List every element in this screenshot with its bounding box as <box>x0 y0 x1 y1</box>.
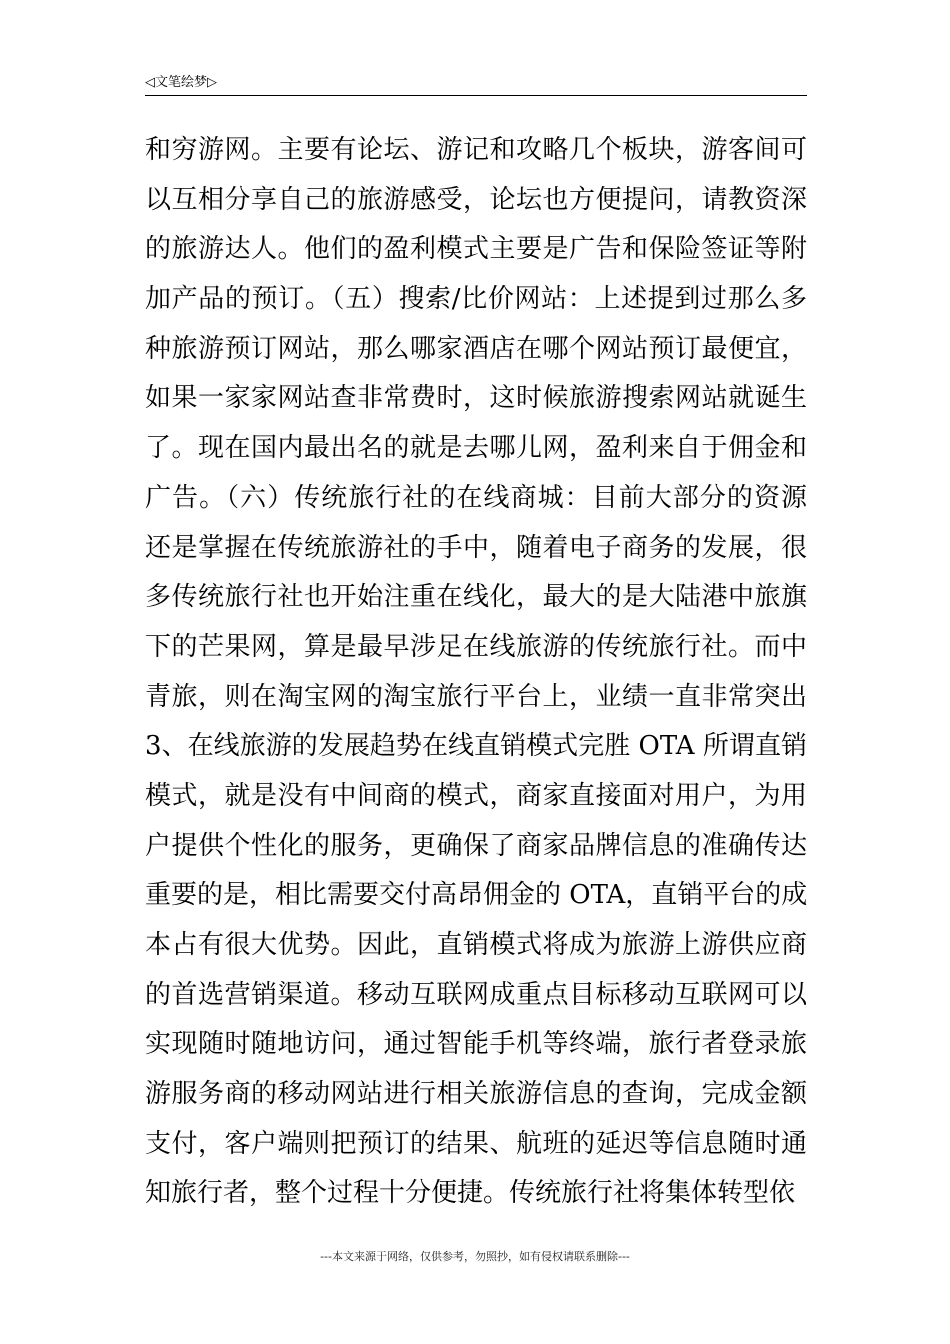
text-line: 了。现在国内最出名的就是去哪儿网，盈利来自于佣金和 <box>145 433 807 464</box>
text-line: 以互相分享自己的旅游感受，论坛也方便提问，请教资深 <box>145 184 807 215</box>
text-line: 的旅游达人。他们的盈利模式主要是广告和保险签证等附 <box>145 234 807 265</box>
text-line: 青旅，则在淘宝网的淘宝旅行平台上，业绩一直非常突出 <box>145 681 807 712</box>
text-line: 的首选营销渠道。移动互联网成重点目标移动互联网可以 <box>145 979 807 1010</box>
header-title: ◁文笔绘梦▷ <box>145 75 217 90</box>
text-line: 支付，客户端则把预订的结果、航班的延迟等信息随时通 <box>145 1128 807 1159</box>
text-line: 模式，就是没有中间商的模式，商家直接面对用户，为用 <box>145 780 807 811</box>
text-line: 知旅行者，整个过程十分便捷。传统旅行社将集体转型依 <box>145 1178 796 1209</box>
text-line: 下的芒果网，算是最早涉足在线旅游的传统旅行社。而中 <box>145 631 807 662</box>
page-footer <box>0 1248 950 1264</box>
text-line: 如果一家家网站查非常费时，这时候旅游搜索网站就诞生 <box>145 383 807 414</box>
text-line: 加产品的预订。（五）搜索/比价网站：上述提到过那么多 <box>145 284 807 315</box>
text-line: 本占有很大优势。因此，直销模式将成为旅游上游供应商 <box>145 930 807 960</box>
text-line: 户提供个性化的服务，更确保了商家品牌信息的准确传达 <box>145 830 807 861</box>
text-line: 多传统旅行社也开始注重在线化，最大的是大陆港中旅旗 <box>145 582 807 613</box>
page-header <box>145 74 807 96</box>
body-text <box>145 126 807 1219</box>
text-line: 3、在线旅游的发展趋势在线直销模式完胜 OTA 所谓直销 <box>145 731 807 762</box>
text-line: 还是掌握在传统旅游社的手中，随着电子商务的发展，很 <box>145 532 807 563</box>
text-line: 种旅游预订网站，那么哪家酒店在哪个网站预订最便宜， <box>145 333 807 364</box>
text-line: 实现随时随地访问，通过智能手机等终端，旅行者登录旅 <box>145 1029 807 1060</box>
footer-disclaimer: ---本文来源于网络，仅供参考，勿照抄，如有侵权请联系删除--- <box>320 1250 630 1263</box>
text-line: 重要的是，相比需要交付高昂佣金的 OTA，直销平台的成 <box>145 880 808 911</box>
text-line: 和穷游网。主要有论坛、游记和攻略几个板块，游客间可 <box>145 135 807 165</box>
text-line: 广告。（六）传统旅行社的在线商城：目前大部分的资源 <box>145 482 807 513</box>
text-line: 游服务商的移动网站进行相关旅游信息的查询，完成金额 <box>145 1079 807 1110</box>
